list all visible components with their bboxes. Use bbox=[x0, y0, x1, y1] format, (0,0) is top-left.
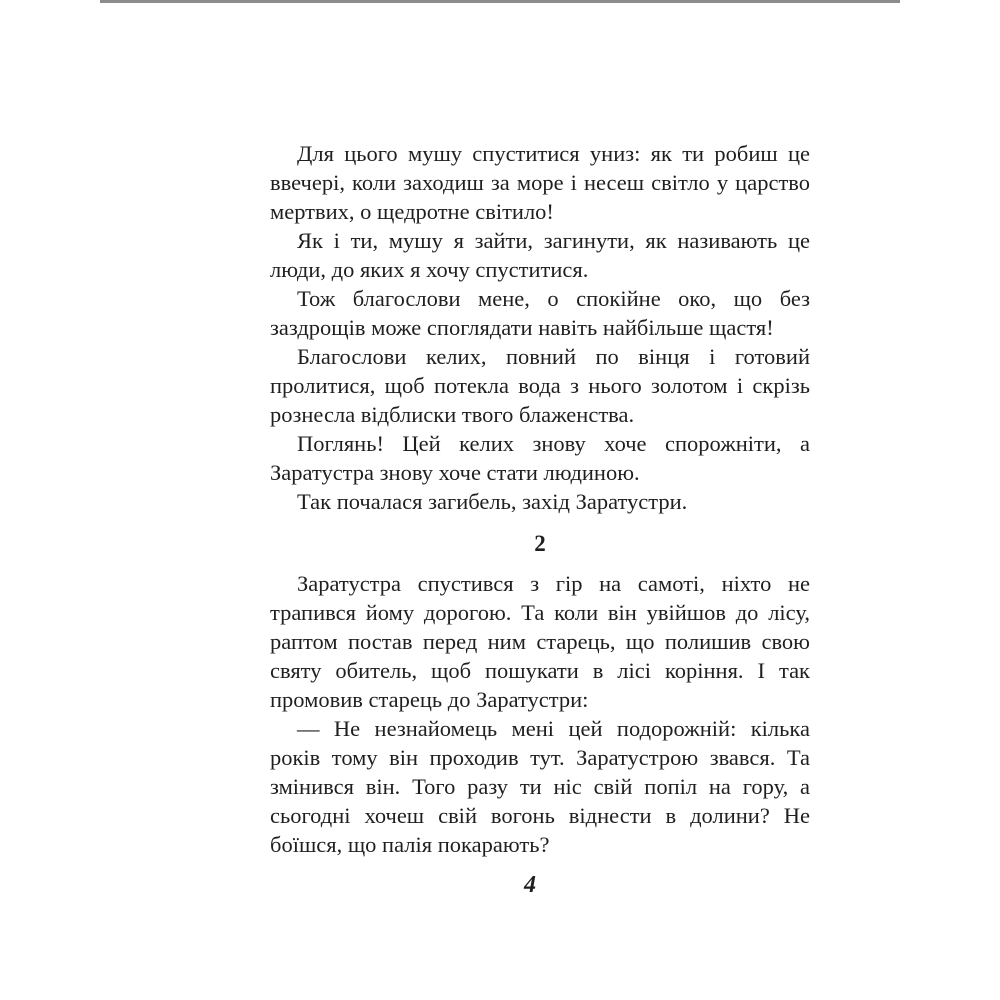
top-border-rule bbox=[100, 0, 900, 3]
page-number: 4 bbox=[524, 872, 536, 898]
paragraph: — Не незнайомець мені цей подорожній: кілька років тому він проходив тут. Заратустрою звався. Та змінився він. Того разу ти ніс свій попіл на гору, а сьогодні хочеш свій вогонь віднести в долини? Не боїшся, що палія покарають? bbox=[270, 716, 810, 857]
paragraph: Тож благослови мене, о спокійне око, що без заздрощів може споглядати навіть найбільше щастя! bbox=[270, 286, 810, 340]
paragraph: Для цього мушу спуститися униз: як ти робиш це ввечері, коли заходиш за море і несеш світло у царство мертвих, о щедротне світило! bbox=[270, 141, 810, 224]
paragraph: Поглянь! Цей келих знову хоче спорожніти, а Заратустра знову хоче стати людиною. bbox=[270, 431, 810, 485]
section-number: 2 bbox=[534, 531, 546, 556]
paragraph: Як і ти, мушу я зайти, загинути, як називають це люди, до яких я хочу спуститися. bbox=[270, 228, 810, 282]
paragraph: Заратустра спустився з гір на самоті, ніхто не трапився йому дорогою. Та коли він увійшов до лісу, раптом постав перед ним старець, що полишив свою святу обитель, щоб пошукати в лісі коріння. І так промовив старець до Заратустри: bbox=[270, 571, 810, 712]
body-text bbox=[270, 139, 810, 859]
paragraph: Так почалася загибель, захід Заратустри. bbox=[297, 489, 688, 514]
paragraph: Благослови келих, повний по вінця і готовий пролитися, щоб потекла вода з нього золотом і скрізь рознесла відблиски твого блаженства. bbox=[270, 344, 810, 427]
